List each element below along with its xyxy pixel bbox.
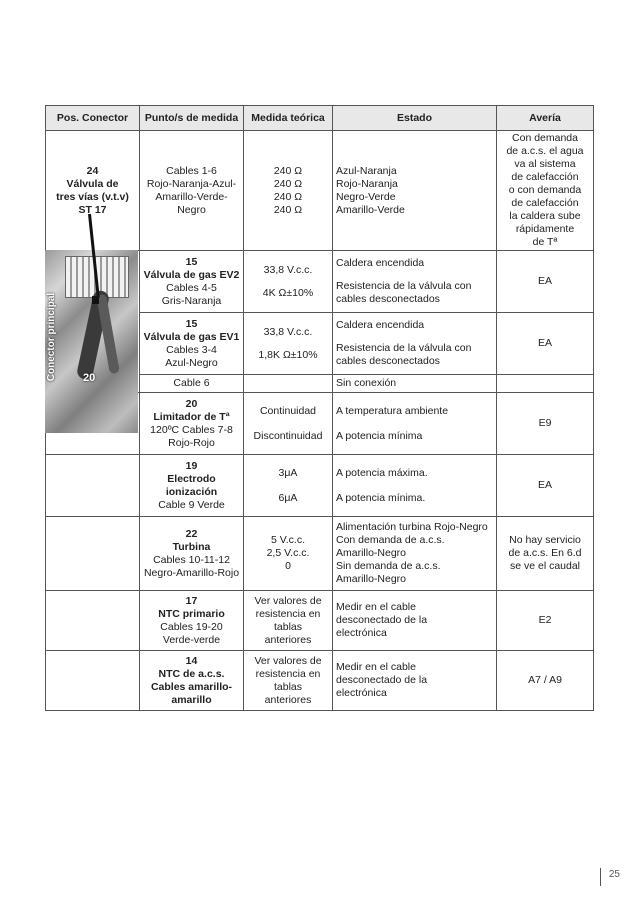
punto-line: Cables 4-5 [166,281,217,294]
photo-label: Conector principal [46,292,57,382]
estado-line: desconectado de la [336,614,428,626]
estado-line: Medir en el cable [336,661,416,673]
averia-line: Con demanda [512,132,578,144]
medida-line: resistencia en [255,607,321,620]
averia-line: se ve el caudal [509,560,581,572]
punto-line: Cables amarillo- [150,680,233,693]
header-medida-teorica: Medida teórica [244,106,333,131]
cell-medida-teorica [244,455,333,517]
punto-line: Cable 9 Verde [158,498,225,511]
estado-line: Amarillo-Negro [336,573,407,585]
estado-line: Caldera encendida [336,257,425,269]
cell-punto-medida [140,591,244,651]
punto-line: Cables 10-11-12 [153,553,230,566]
header-estado: Estado [333,106,497,131]
punto-component: Válvula de gas EV1 [143,330,240,343]
estado-line: Amarillo-Negro [336,547,407,559]
cell-punto-medida [140,251,244,313]
cell-estado [333,131,497,251]
medida-line: 33,8 V.c.c. [263,263,313,276]
cell-estado [333,651,497,711]
medida-line: Discontinuidad [253,429,323,442]
cell-punto-medida: Cable 6 [140,375,244,393]
page-number: 25 [600,868,620,886]
pos-terminal: ST 17 [78,203,107,216]
cell-estado: Sin conexión [333,375,497,393]
punto-number: 15 [185,255,198,268]
medida-line: 240 Ω [273,164,303,177]
medida-line: 6μA [278,491,298,504]
photo-pin-number: 20 [83,372,96,384]
table-header-row [46,106,594,131]
medida-line: Ver valores de [254,594,322,607]
cell-pos-conector-empty [46,455,140,517]
cell-averia [497,375,594,393]
cell-medida-teorica [244,393,333,455]
punto-number: 14 [185,654,198,667]
punto-component: Turbina [172,540,211,553]
pos-component: Válvula de [66,177,119,190]
punto-line: Cables 3-4 [166,343,217,356]
medida-line: 3μA [278,466,298,479]
averia-line: de a.c.s. En 6.d [508,547,582,559]
medida-line: 4K Ω±10% [262,286,314,299]
punto-line: Azul-Negro [165,356,218,369]
estado-line: Azul-Naranja [336,164,397,177]
punto-component: Válvula de gas EV2 [143,268,240,281]
medida-line: 5 V.c.c. [270,534,306,546]
medida-line: tablas [273,680,303,693]
estado-line: Resistencia de la válvula con [336,342,472,354]
cell-medida-teorica [244,517,333,591]
cell-punto-medida [140,131,244,251]
table-row [46,455,594,517]
averia-line: o con demanda [508,184,582,196]
estado-line: desconectado de la [336,674,428,686]
medida-line: Ver valores de [254,654,322,667]
header-pos-conector: Pos. Conector [46,106,140,131]
cell-punto-medida [140,455,244,517]
cell-punto-medida [140,313,244,375]
estado-line: electrónica [336,627,387,639]
cell-averia: EA [497,455,594,517]
pos-component: tres vías (v.t.v) [56,190,129,203]
medida-line: anteriores [264,693,312,706]
medida-line: 33,8 V.c.c. [263,325,313,338]
punto-component: ionización [165,485,218,498]
cell-estado [333,455,497,517]
medida-line: 0 [285,560,291,572]
estado-line: cables desconectados [336,355,440,367]
averia-line: No hay servicio [509,534,581,546]
estado-line: Con demanda de a.c.s. [336,534,445,546]
cell-estado [333,313,497,375]
medida-line: anteriores [264,633,312,646]
cell-estado [333,251,497,313]
averia-line: de Tª [532,236,558,248]
averia-line: va al sistema [514,158,576,170]
cell-pos-conector-empty [46,651,140,711]
cell-averia: E9 [497,393,594,455]
estado-line: Resistencia de la válvula con [336,280,472,292]
averia-line: de calefacción [511,171,579,183]
punto-line: Rojo-Rojo [168,436,215,449]
estado-line: Rojo-Naranja [336,177,398,190]
punto-component: Electrodo [167,472,216,485]
punto-number: 15 [185,317,198,330]
cell-averia [497,131,594,251]
estado-line: Medir en el cable [336,601,416,613]
medida-line: Continuidad [259,404,317,417]
estado-line: Caldera encendida [336,319,425,331]
estado-line: A potencia máxima. [336,466,428,479]
cell-punto-medida [140,517,244,591]
cell-pos-conector-empty [46,517,140,591]
cell-medida-teorica [244,251,333,313]
cell-averia [497,517,594,591]
cell-estado [333,393,497,455]
header-punto-medida: Punto/s de medida [140,106,244,131]
cell-averia: E2 [497,591,594,651]
estado-line: A temperatura ambiente [336,404,449,417]
medida-line: tablas [273,620,303,633]
punto-line: Verde-verde [162,633,221,646]
cell-medida-teorica [244,591,333,651]
estado-line: cables desconectados [336,293,440,305]
cell-estado [333,517,497,591]
medida-line: resistencia en [255,667,321,680]
table-row [46,517,594,591]
punto-line: 120ºC Cables 7-8 [150,423,233,436]
punto-line: Negro [177,203,206,216]
averia-line: la caldera sube [509,210,581,222]
table-row [46,591,594,651]
punto-component: Limitador de Tª [153,410,230,423]
estado-line: Alimentación turbina Rojo-Negro [336,521,488,533]
estado-line: electrónica [336,687,387,699]
punto-line: Negro-Amarillo-Rojo [143,566,240,579]
pointer-tip [92,296,99,304]
cell-punto-medida [140,651,244,711]
punto-line: amarillo [171,693,212,706]
cell-medida-teorica [244,313,333,375]
punto-line: Gris-Naranja [161,294,222,307]
punto-line: Rojo-Naranja-Azul- [146,177,237,190]
averia-line: de a.c.s. el agua [506,145,584,157]
medida-line: 240 Ω [273,203,303,216]
punto-line: Cables 19-20 [160,620,223,633]
medida-line: 240 Ω [273,177,303,190]
estado-line: Negro-Verde [336,190,396,203]
cell-averia: EA [497,313,594,375]
punto-number: 19 [185,459,198,472]
medida-line: 1,8K Ω±10% [258,348,318,361]
punto-number: 22 [185,527,198,540]
cell-estado [333,591,497,651]
estado-line: A potencia mínima [336,429,423,442]
estado-line: A potencia mínima. [336,491,426,504]
cell-medida-teorica [244,375,333,393]
cell-medida-teorica [244,651,333,711]
estado-line: Sin demanda de a.c.s. [336,560,441,572]
averia-line: de calefacción [511,197,579,209]
punto-line: Cables 1-6 [166,164,217,177]
punto-number: 17 [185,594,198,607]
averia-line: rápidamente [515,223,575,235]
connector-photo [45,250,138,433]
estado-line: Amarillo-Verde [336,203,405,216]
cell-averia: A7 / A9 [497,651,594,711]
punto-component: NTC de a.c.s. [158,667,225,680]
pos-number: 24 [86,164,99,177]
header-averia: Avería [497,106,594,131]
punto-component: NTC primario [158,607,225,620]
table-row [46,131,594,251]
medida-line: 240 Ω [273,190,303,203]
cell-punto-medida [140,393,244,455]
cell-averia: EA [497,251,594,313]
punto-number: 20 [185,397,198,410]
table-row [46,651,594,711]
cell-pos-conector-empty [46,591,140,651]
medida-line: 2,5 V.c.c. [266,547,310,559]
punto-line: Amarillo-Verde- [155,190,228,203]
cell-medida-teorica [244,131,333,251]
